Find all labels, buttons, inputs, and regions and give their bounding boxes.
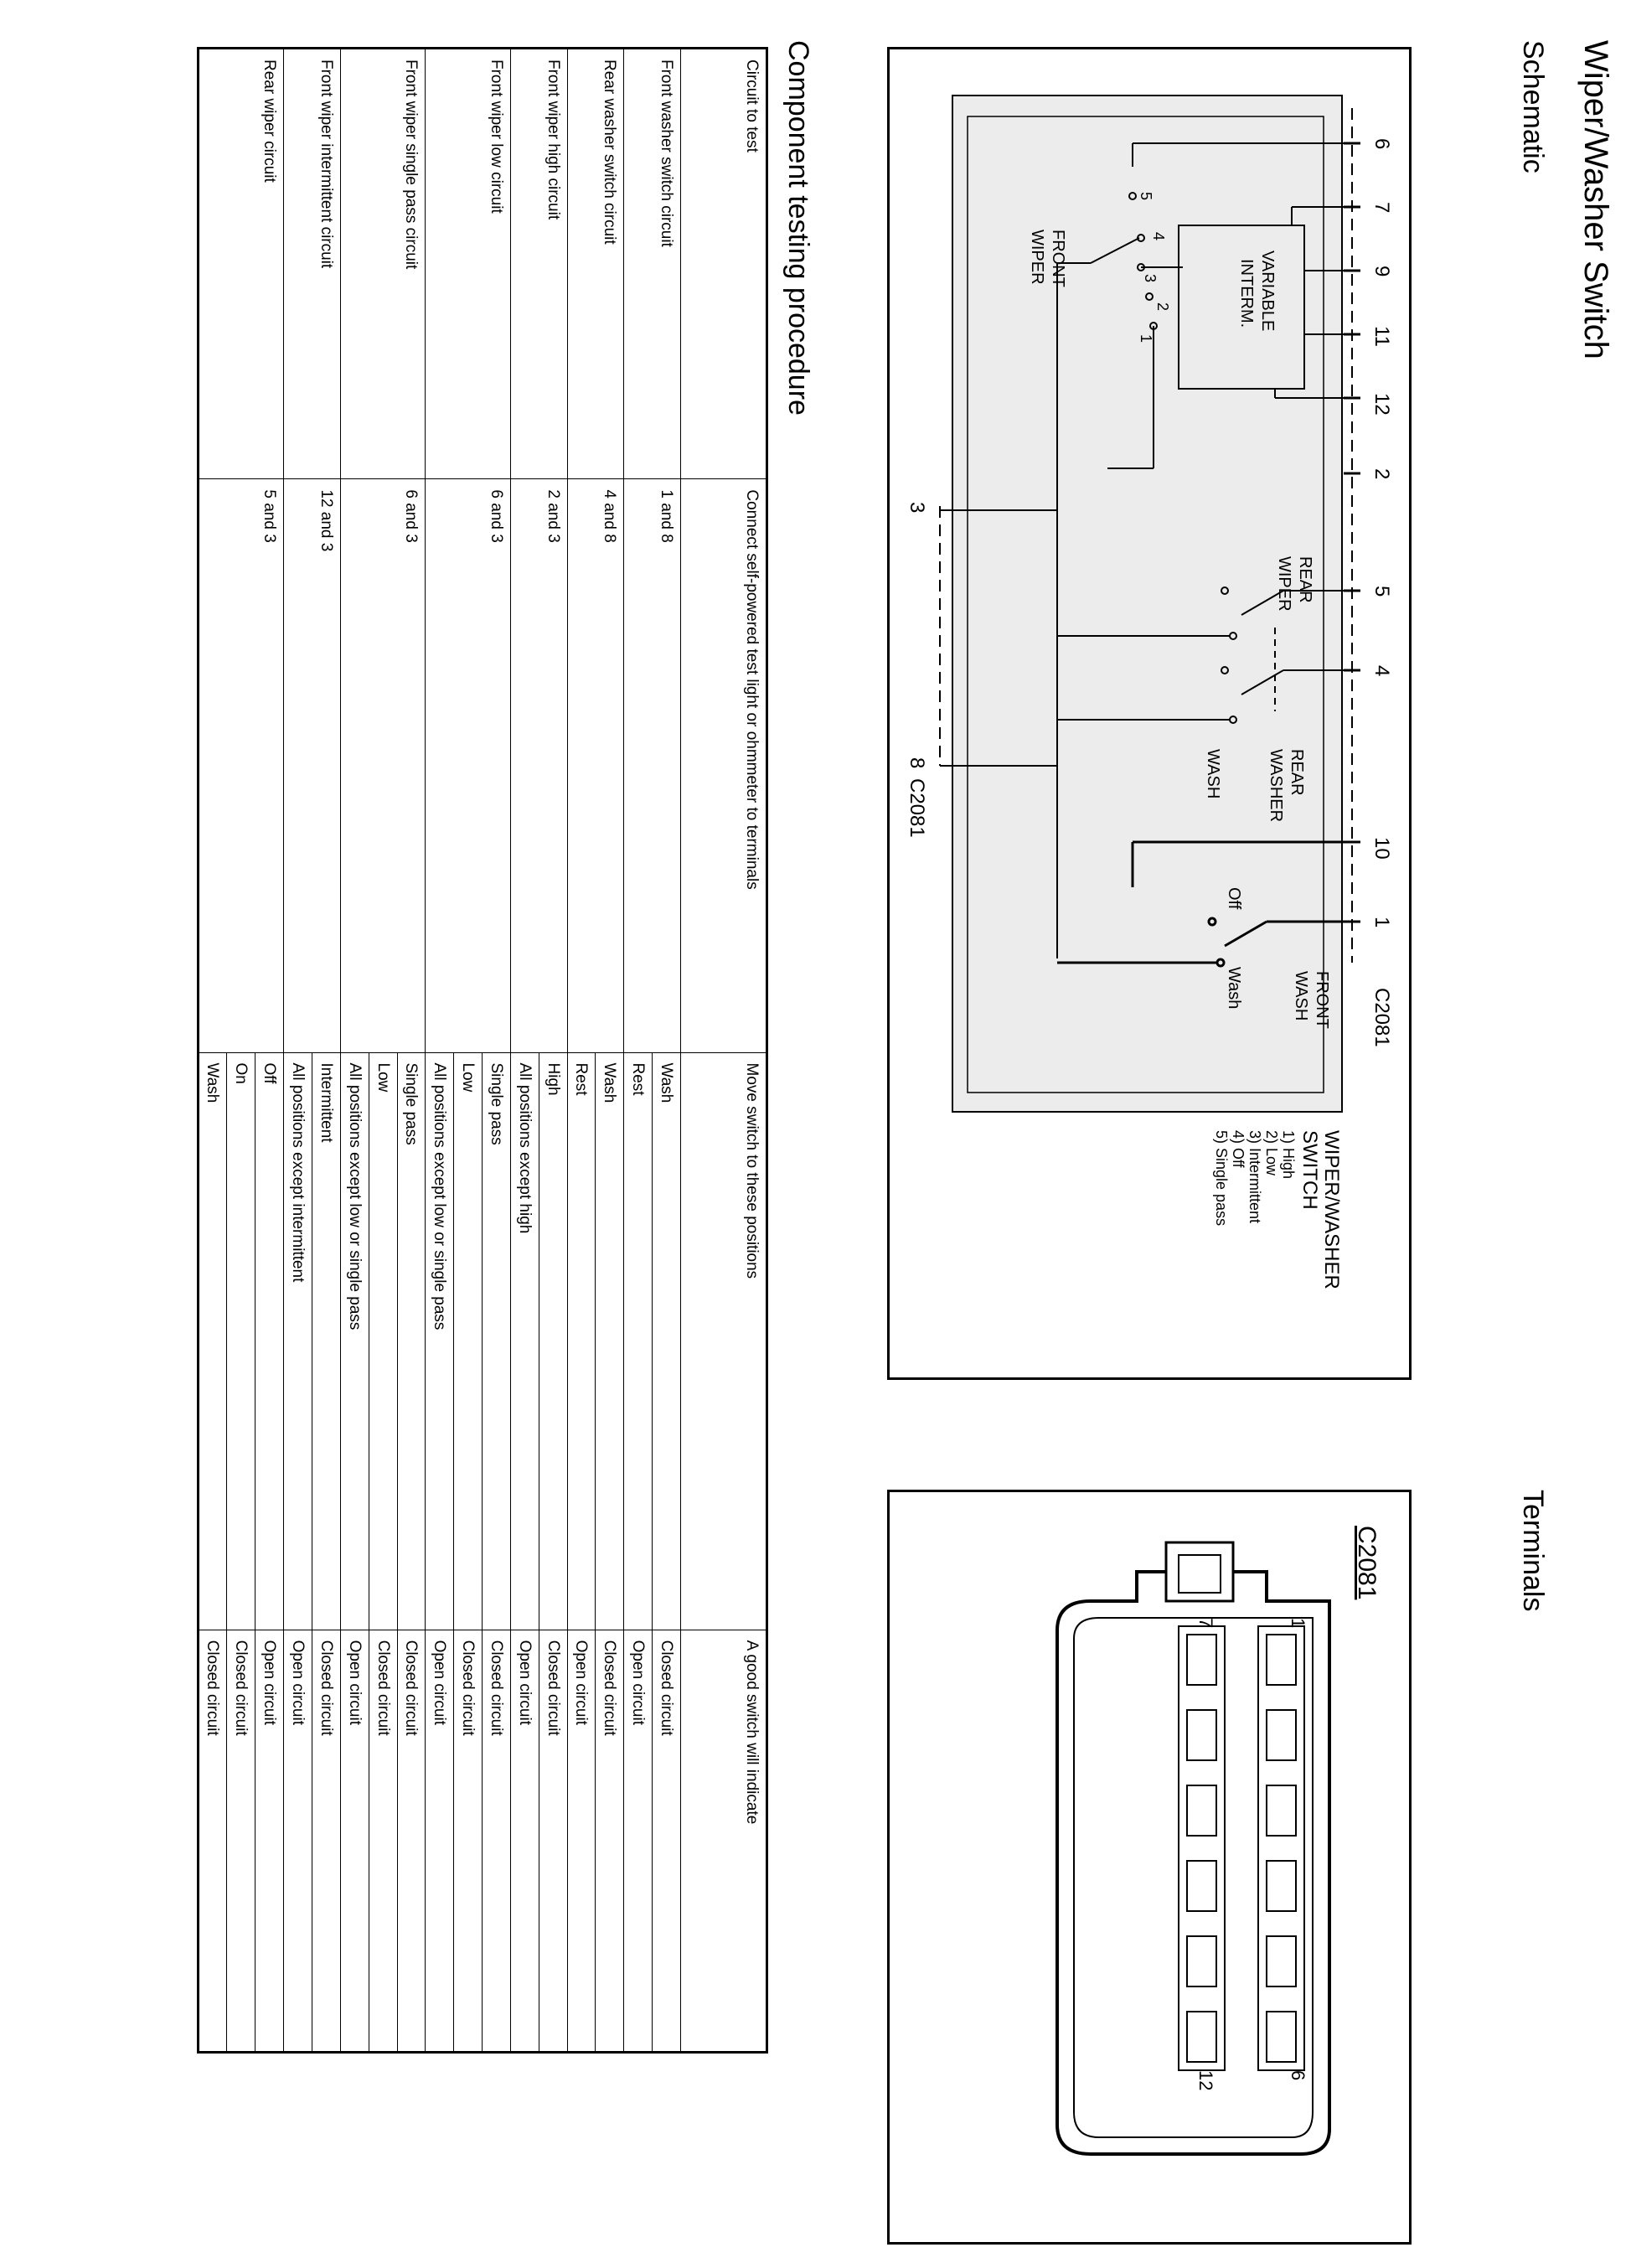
pin-number: 6 xyxy=(1288,2070,1308,2081)
position-cell: All positions except intermittent xyxy=(284,1052,312,1630)
switch-pos-label: 5 xyxy=(1138,192,1154,201)
table-header-row xyxy=(681,49,767,2053)
table-row xyxy=(483,49,511,2053)
result-cell: Open circuit xyxy=(284,1630,312,2052)
position-cell: All positions except low or single pass xyxy=(426,1052,454,1630)
pin-number: 1 xyxy=(1288,1618,1308,1629)
rear-washer-label: REAR xyxy=(1288,749,1306,796)
terminals-cell: 4 and 8 xyxy=(567,479,624,1052)
terminals-cell: 2 and 3 xyxy=(510,479,567,1052)
circuit-cell: Front wiper low circuit xyxy=(426,49,511,479)
position-cell: Intermittent xyxy=(312,1052,341,1630)
terminals-heading: Terminals xyxy=(1517,1490,1549,1612)
position-cell: Single pass xyxy=(397,1052,426,1630)
legend-item: 3) Intermittent xyxy=(1246,1130,1263,1224)
position-cell: Single pass xyxy=(483,1052,511,1630)
result-cell: Closed circuit xyxy=(454,1630,483,2052)
position-cell: High xyxy=(539,1052,567,1630)
variable-interm-label: INTERM. xyxy=(1237,259,1256,328)
connector-diagram xyxy=(890,1492,1409,2242)
result-cell: Closed circuit xyxy=(312,1630,341,2052)
circuit-cell: Front washer switch circuit xyxy=(624,49,681,479)
connector-label: C2081 xyxy=(1370,988,1393,1047)
result-cell: Closed circuit xyxy=(397,1630,426,2052)
legend-item: 5) Single pass xyxy=(1213,1130,1230,1227)
terminals-cell: 1 and 8 xyxy=(624,479,681,1052)
circuit-cell: Front wiper single pass circuit xyxy=(340,49,426,479)
pin-label: 8 xyxy=(906,757,928,769)
result-cell: Open circuit xyxy=(255,1630,284,2052)
position-cell: All positions except high xyxy=(510,1052,539,1630)
position-cell: Wash xyxy=(596,1052,624,1630)
terminals-cell: 12 and 3 xyxy=(284,479,341,1052)
result-cell: Open circuit xyxy=(510,1630,539,2052)
position-cell: Wash xyxy=(198,1052,227,1630)
terminals-cell: 5 and 3 xyxy=(198,479,284,1052)
rear-washer-label: WASHER xyxy=(1267,749,1285,823)
legend-item: 2) Low xyxy=(1263,1130,1280,1176)
position-cell: All positions except low or single pass xyxy=(340,1052,369,1630)
position-cell: Rest xyxy=(624,1052,653,1630)
procedure-heading: Component testing procedure xyxy=(782,40,814,416)
table-row xyxy=(596,49,624,2053)
position-cell: Low xyxy=(454,1052,483,1630)
pin-label: 2 xyxy=(1370,468,1393,480)
connector-title: C2081 xyxy=(1353,1526,1381,1600)
pin-label: 7 xyxy=(1370,202,1393,214)
circuit-cell: Front wiper intermittent circuit xyxy=(284,49,341,479)
pin-label: 12 xyxy=(1370,393,1393,416)
table-row xyxy=(653,49,681,2053)
pin-label: 11 xyxy=(1370,326,1393,347)
pin-label: 4 xyxy=(1370,665,1393,677)
header-circuit: Circuit to test xyxy=(681,49,767,479)
position-cell: Off xyxy=(255,1052,284,1630)
position-cell: Rest xyxy=(567,1052,596,1630)
procedure-table xyxy=(197,47,768,2054)
result-cell: Open circuit xyxy=(567,1630,596,2052)
circuit-cell: Front wiper high circuit xyxy=(510,49,567,479)
pin-label: 9 xyxy=(1370,266,1393,277)
result-cell: Closed circuit xyxy=(539,1630,567,2052)
off-label: Off xyxy=(1225,887,1243,910)
result-cell: Closed circuit xyxy=(483,1630,511,2052)
result-cell: Closed circuit xyxy=(198,1630,227,2052)
front-wash-label: WASH xyxy=(1292,971,1310,1021)
pin-number: 12 xyxy=(1195,2070,1216,2091)
connector-label: C2081 xyxy=(906,778,928,838)
pin-number: 7 xyxy=(1195,1618,1216,1629)
pin-label: 5 xyxy=(1370,586,1393,597)
schematic-heading: Schematic xyxy=(1517,40,1549,173)
terminals-cell: 6 and 3 xyxy=(340,479,426,1052)
rear-wiper-label: REAR xyxy=(1296,556,1314,603)
table-row xyxy=(312,49,341,2053)
schematic-diagram xyxy=(890,49,1409,1377)
front-wiper-label: WIPER xyxy=(1028,230,1046,285)
legend-item: 4) Off xyxy=(1230,1130,1246,1168)
switch-pos-label: 4 xyxy=(1150,232,1167,241)
circuit-cell: Rear washer switch circuit xyxy=(567,49,624,479)
legend-title: WIPER/WASHER xyxy=(1320,1130,1343,1289)
table-row xyxy=(539,49,567,2053)
position-cell: Wash xyxy=(653,1052,681,1630)
front-wiper-label: FRONT xyxy=(1049,230,1067,287)
switch-pos-label: 2 xyxy=(1154,302,1171,312)
table-row xyxy=(255,49,284,2053)
switch-pos-label: 3 xyxy=(1142,274,1159,283)
wash-position-label: Wash xyxy=(1225,967,1243,1010)
circuit-cell: Rear wiper circuit xyxy=(198,49,284,479)
header-positions: Move switch to these positions xyxy=(681,1052,767,1630)
result-cell: Closed circuit xyxy=(596,1630,624,2052)
pin-label: 10 xyxy=(1370,837,1393,860)
pin-label: 6 xyxy=(1370,138,1393,150)
result-cell: Open circuit xyxy=(426,1630,454,2052)
variable-interm-label: VARIABLE xyxy=(1258,251,1277,332)
result-cell: Closed circuit xyxy=(227,1630,255,2052)
rear-wiper-label: WIPER xyxy=(1275,556,1293,612)
page-title: Wiper/Washer Switch xyxy=(1577,40,1614,359)
result-cell: Closed circuit xyxy=(653,1630,681,2052)
header-terminals: Connect self-powered test light or ohmmeter to terminals xyxy=(681,479,767,1052)
terminals-panel xyxy=(887,1490,1412,2245)
table-row xyxy=(397,49,426,2053)
pin-label: 1 xyxy=(1370,917,1393,928)
pin-label: 3 xyxy=(906,502,928,514)
header-result: A good switch will indicate xyxy=(681,1630,767,2052)
legend-title: SWITCH xyxy=(1298,1130,1321,1210)
result-cell: Closed circuit xyxy=(369,1630,397,2052)
front-wash-label: FRONT xyxy=(1313,971,1331,1029)
result-cell: Open circuit xyxy=(340,1630,369,2052)
legend-item: 1) High xyxy=(1280,1130,1297,1180)
schematic-panel xyxy=(887,47,1412,1380)
position-cell: Low xyxy=(369,1052,397,1630)
position-cell: On xyxy=(227,1052,255,1630)
terminals-cell: 6 and 3 xyxy=(426,479,511,1052)
switch-pos-label: 1 xyxy=(1138,334,1154,344)
wash-label: WASH xyxy=(1204,749,1222,799)
result-cell: Open circuit xyxy=(624,1630,653,2052)
